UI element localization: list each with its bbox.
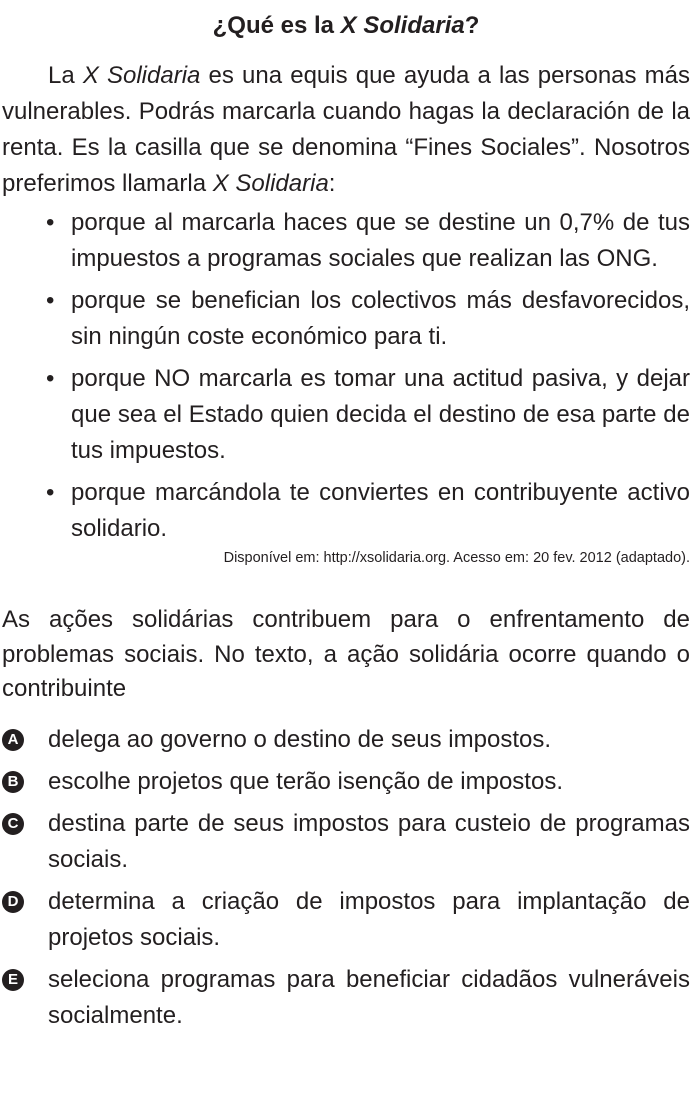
reason-text: porque se benefician los colectivos más desfavorecidos, sin ningún coste económico para ti.: [71, 287, 690, 350]
reasons-list: [2, 205, 690, 547]
intro-italic-1: X Solidaria: [82, 62, 201, 89]
option-text: destina parte de seus impostos para custeio de programas sociais.: [48, 809, 690, 873]
option-letter-icon: E: [2, 969, 24, 991]
intro-italic-2: X Solidaria: [212, 170, 329, 197]
option-text: escolhe projetos que terão isenção de impostos.: [48, 767, 563, 795]
reason-text: porque marcándola te conviertes en contribuyente activo solidario.: [71, 479, 690, 542]
intro-part-2: es una equis que ayuda a las personas más vulnerables. Podrás marcarla cuando hagas la declaración de la renta. Es la casilla que se denomina “Fines Sociales”. Nosotros preferimos llamarla: [2, 62, 690, 197]
intro-paragraph: [2, 58, 690, 202]
title-italic: X Solidaria: [340, 12, 465, 39]
source-citation: Disponível em: http://xsolidaria.org. Acesso em: 20 fev. 2012 (adaptado).: [223, 550, 690, 566]
option-text: determina a criação de impostos para implantação de projetos sociais.: [48, 887, 690, 951]
title-prefix: ¿Qué es la: [212, 12, 341, 39]
intro-part-3: :: [328, 170, 336, 197]
option-letter-icon: C: [2, 813, 24, 835]
bullet-icon: •: [46, 287, 55, 314]
option-text: seleciona programas para beneficiar cidadãos vulneráveis socialmente.: [48, 965, 690, 1029]
option-c[interactable]: [2, 806, 690, 878]
question-page: [0, 11, 690, 1034]
option-letter-icon: B: [2, 771, 24, 793]
option-a[interactable]: [2, 722, 690, 758]
bullet-icon: •: [46, 209, 55, 236]
option-letter-icon: D: [2, 891, 24, 913]
reason-item: [2, 205, 690, 277]
answer-options: [2, 722, 690, 1034]
reason-text: porque al marcarla haces que se destine un 0,7% de tus impuestos a programas sociales que realizan las ONG.: [71, 209, 690, 272]
bullet-icon: •: [46, 365, 55, 392]
intro-part-1: La: [48, 62, 83, 89]
reason-item: [2, 283, 690, 355]
option-d[interactable]: [2, 884, 690, 956]
title-suffix: ?: [464, 12, 480, 39]
option-text: delega ao governo o destino de seus impostos.: [48, 725, 552, 753]
option-e[interactable]: [2, 962, 690, 1034]
question-stem: As ações solidárias contribuem para o enfrentamento de problemas sociais. No texto, a ação solidária ocorre quando o contribuinte: [2, 606, 690, 702]
option-b[interactable]: [2, 764, 690, 800]
reason-item: [2, 361, 690, 469]
reason-item: [2, 475, 690, 547]
reason-text: porque NO marcarla es tomar una actitud pasiva, y dejar que sea el Estado quien decida el destino de esa parte de tus impuestos.: [71, 365, 690, 464]
option-letter-icon: A: [2, 729, 24, 751]
text-title: [2, 11, 690, 41]
bullet-icon: •: [46, 479, 55, 506]
